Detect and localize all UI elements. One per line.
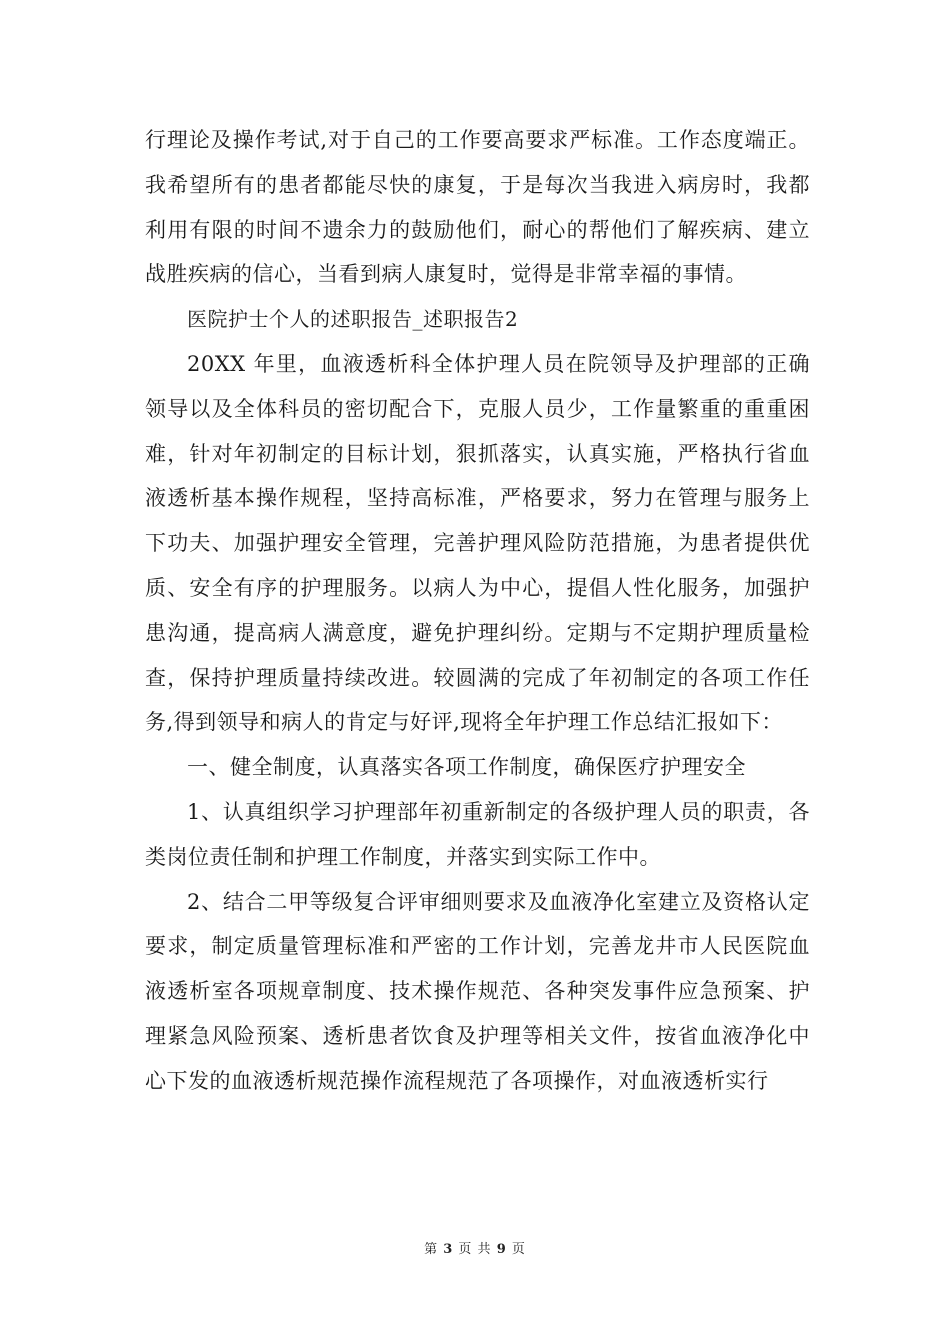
footer-prefix: 第 (424, 1242, 439, 1257)
section-title: 医院护士个人的述职报告_述职报告2 (187, 307, 519, 332)
paragraph: 行理论及操作考试,对于自己的工作要高要求严标准。工作态度端正。我希望所有的患者都能尽快的康复，于是每次当我进入病房时，我都利用有限的时间不遗余力的鼓励他们，耐心的帮他们了解疾病、建立战胜疾病的信心，当看到病人康复时，觉得是非常幸福的事情。 (145, 128, 810, 287)
document-body (145, 118, 810, 1104)
paragraph: 2、结合二甲等级复合评审细则要求及血液净化室建立及资格认定要求，制定质量管理标准和严密的工作计划，完善龙井市人民医院血液透析室各项规章制度、技术操作规范、各种突发事件应急预案、护理紧急风险预案、透析患者饮食及护理等相关文件，按省血液净化中心下发的血液透析规范操作流程规范了各项操作，对血液透析实行 (145, 889, 810, 1093)
paragraph: 20XX 年里，血液透析科全体护理人员在院领导及护理部的正确领导以及全体科员的密切配合下，克服人员少，工作量繁重的重重困难，针对年初制定的目标计划，狠抓落实，认真实施，严格执行省血液透析基本操作规程，坚持高标准，严格要求，努力在管理与服务上下功夫、加强护理安全管理，完善护理风险防范措施，为患者提供优质、安全有序的护理服务。以病人为中心，提倡人性化服务，加强护患沟通，提高病人满意度，避免护理纠纷。定期与不定期护理质量检查，保持护理质量持续改进。较圆满的完成了年初制定的各项工作任务,得到领导和病人的肯定与好评,现将全年护理工作总结汇报如下： (145, 351, 810, 735)
footer-middle: 页 共 (458, 1242, 492, 1257)
paragraph: 1、认真组织学习护理部年初重新制定的各级护理人员的职责，各类岗位责任制和护理工作制度，并落实到实际工作中。 (145, 799, 810, 869)
page-footer (0, 1238, 950, 1257)
footer-page-number: 3 (443, 1242, 454, 1257)
footer-suffix: 页 (511, 1242, 526, 1257)
section-heading: 一、健全制度，认真落实各项工作制度，确保医疗护理安全 (187, 755, 746, 780)
footer-total-pages: 9 (496, 1242, 507, 1257)
